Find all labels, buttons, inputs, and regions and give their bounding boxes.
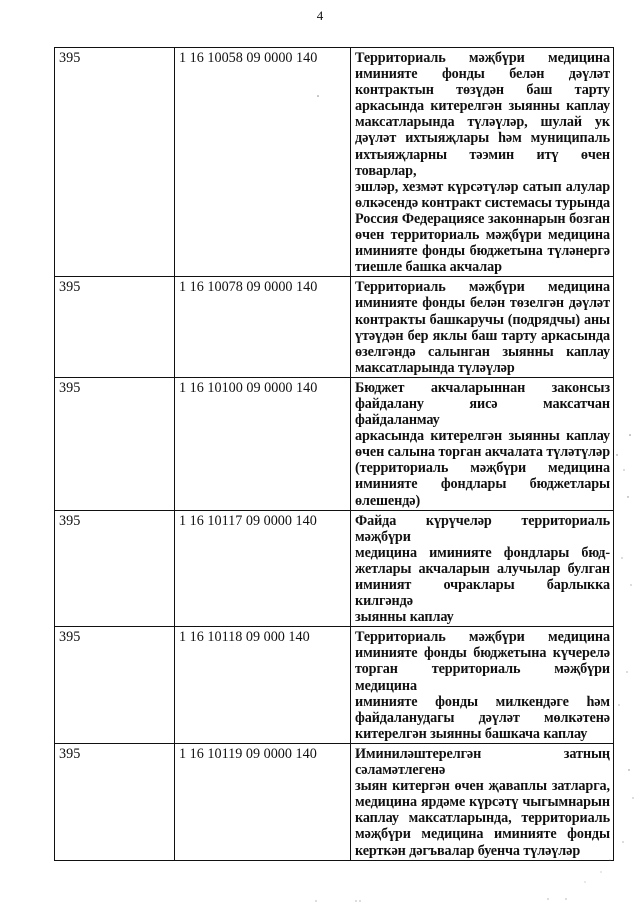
description-line: өчен салына торган акчалата түләтүләр bbox=[355, 444, 610, 461]
description-line: иминияте фонды бюджетына түләнергә bbox=[355, 243, 610, 260]
admin-code-cell: 395 bbox=[55, 627, 175, 744]
description-line: иминият очраклары барлыкка килгәндә bbox=[355, 577, 610, 610]
description-line: Территориаль мәҗбүри медицина bbox=[355, 279, 610, 296]
description-line: каплау максатларында, территориаль bbox=[355, 810, 610, 827]
description-line: зыян китергән өчен җаваплы затларга, bbox=[355, 778, 610, 795]
description-line: иминияте фонды белән төзелгән дәүләт bbox=[355, 295, 610, 312]
kbk-code-cell: 1 16 10117 09 0000 140 bbox=[175, 510, 351, 627]
description-line: зыянны каплау bbox=[355, 609, 454, 626]
table-row bbox=[55, 377, 614, 510]
table-row bbox=[55, 743, 614, 860]
description-line: өчен территориаль мәҗбүри медицина bbox=[355, 227, 610, 244]
kbk-code-cell: 1 16 10100 09 0000 140 bbox=[175, 377, 351, 510]
description-line: дәүләт ихтыяҗлары һәм муниципаль bbox=[355, 130, 610, 147]
admin-code-cell: 395 bbox=[55, 48, 175, 277]
kbk-code-cell: 1 16 10118 09 000 140 bbox=[175, 627, 351, 744]
description-line: Территориаль мәҗбүри медицина bbox=[355, 50, 610, 66]
admin-code-cell: 395 bbox=[55, 377, 175, 510]
description-line: иминияте фонды милкендәге һәм bbox=[355, 693, 610, 710]
description-line: Россия Федерациясе законнарын бозган bbox=[355, 210, 610, 227]
page-number: 4 bbox=[316, 8, 324, 23]
admin-code-cell: 395 bbox=[55, 277, 175, 378]
description-cell bbox=[351, 377, 614, 510]
table-row bbox=[55, 627, 614, 744]
budget-codes-table-body bbox=[55, 48, 614, 861]
description-cell bbox=[351, 510, 614, 627]
admin-code-cell: 395 bbox=[55, 510, 175, 627]
description-line: жетлары акчаларын алучылар булган bbox=[355, 560, 610, 577]
description-line: Файда күрүчеләр территориаль мәҗбүри bbox=[355, 512, 610, 545]
description-line: максатларында түләүләр, шулай ук bbox=[355, 114, 610, 131]
description-line: үтәүдән бер яклы баш тарту аркасында bbox=[355, 327, 610, 344]
description-line: ихтыяҗларны тәэмин итү өчен товарлар, bbox=[355, 146, 610, 179]
description-line: файдаланудагы дәүләт мөлкәтенә bbox=[355, 709, 610, 726]
description-line: аркасында китерелгән зыянны каплау bbox=[355, 98, 610, 115]
description-line: мәҗбүри медицина иминияте фонды bbox=[355, 826, 610, 843]
description-line: иминияте фондлары бюджетлары bbox=[355, 476, 610, 493]
description-line: Иминиләштерелгән затның сәламәтлегенә bbox=[355, 745, 610, 779]
description-cell bbox=[351, 277, 614, 378]
description-line: торган территориаль мәҗбүри медицина bbox=[355, 661, 610, 694]
description-cell bbox=[351, 627, 614, 744]
description-line: өлкәсендә контракт системасы турында bbox=[355, 194, 610, 211]
description-line: максатларында түләүләр bbox=[355, 359, 515, 376]
description-line: иминияте фонды белән дәүләт bbox=[355, 66, 610, 83]
description-line: өзелгәндә салынган зыянны каплау bbox=[355, 343, 610, 360]
budget-codes-table bbox=[54, 47, 614, 861]
description-line: аркасында китерелгән зыянны каплау bbox=[355, 428, 610, 445]
description-line: медицина ярдәме күрсәтү чыгымнарын bbox=[355, 794, 610, 811]
description-line: керткән дәгъвалар буенча түләүләр bbox=[355, 842, 581, 859]
description-line: китерелгән зыянны башкача каплау bbox=[355, 725, 588, 742]
description-line: Территориаль мәҗбүри медицина bbox=[355, 629, 610, 646]
description-line: медицина иминияте фондлары бюд- bbox=[355, 544, 610, 561]
description-line: иминияте фонды бюджетына күчерелә bbox=[355, 645, 610, 662]
description-line: тиешле башка акчалар bbox=[355, 259, 502, 276]
table-row bbox=[55, 510, 614, 627]
description-line: Бюджет акчаларыннан законсыз bbox=[355, 379, 610, 396]
description-line: эшләр, хезмәт күрсәтүләр сатып алулар bbox=[355, 178, 610, 195]
description-line: контрактын төзүдән баш тарту bbox=[355, 82, 610, 99]
description-cell bbox=[351, 48, 614, 277]
table-row bbox=[55, 277, 614, 378]
description-line: (территориаль мәҗбүри медицина bbox=[355, 460, 610, 477]
kbk-code-cell: 1 16 10119 09 0000 140 bbox=[175, 743, 351, 860]
description-line: контракты башкаручы (подрядчы) аны bbox=[355, 311, 610, 328]
description-cell bbox=[351, 743, 614, 860]
description-line: өлешендә) bbox=[355, 492, 421, 509]
kbk-code-cell: 1 16 10058 09 0000 140 bbox=[175, 48, 351, 277]
admin-code-cell: 395 bbox=[55, 743, 175, 860]
kbk-code-cell: 1 16 10078 09 0000 140 bbox=[175, 277, 351, 378]
table-row bbox=[55, 48, 614, 277]
description-line: файдалану яисә максатчан файдаланмау bbox=[355, 395, 610, 429]
